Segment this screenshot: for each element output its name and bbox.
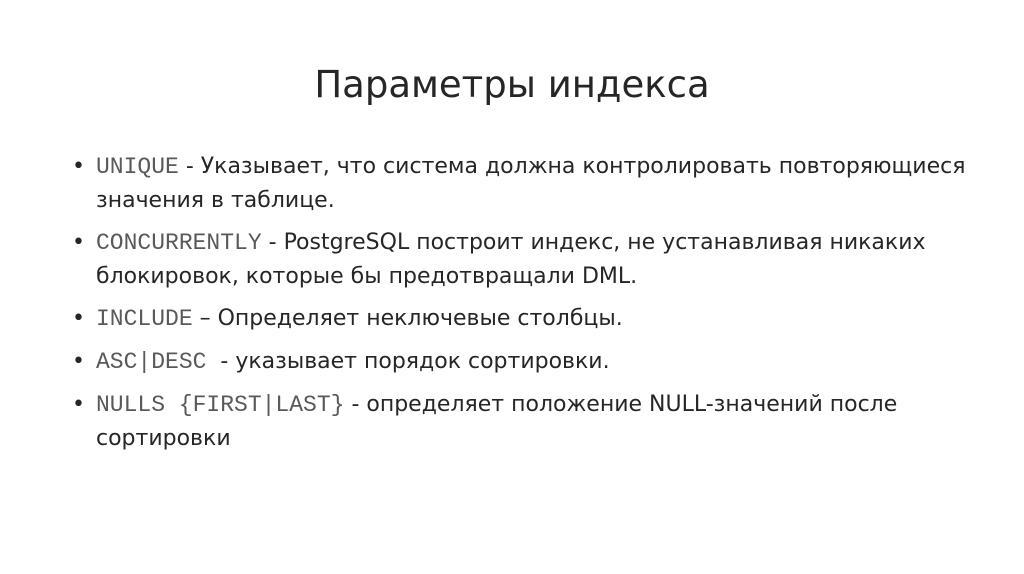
keyword-unique: UNIQUE xyxy=(96,154,179,180)
slide-title: Параметры индекса xyxy=(314,63,710,106)
bullet-dot-icon: • xyxy=(72,230,85,255)
bullet-dot-icon: • xyxy=(72,392,85,417)
bullet-list xyxy=(72,150,972,464)
keyword-concurrently: CONCURRENTLY xyxy=(96,230,262,256)
bullet-dot-icon: • xyxy=(72,349,85,374)
bullet-item-asc-desc xyxy=(72,345,972,379)
bullet-text: - Указывает, что система должна контролировать повторяющиеся значения в таблице. xyxy=(96,154,966,213)
keyword-include: INCLUDE xyxy=(96,306,193,332)
bullet-text: - указывает порядок сортировки. xyxy=(206,349,610,374)
bullet-dot-icon: • xyxy=(72,306,85,331)
keyword-nulls: NULLS {FIRST|LAST} xyxy=(96,392,345,418)
bullet-item-concurrently xyxy=(72,226,972,293)
bullet-text: - определяет положение NULL-значений после сортировки xyxy=(96,392,898,451)
bullet-text: – Определяет неключевые столбцы. xyxy=(192,306,623,331)
bullet-item-unique xyxy=(72,150,972,217)
bullet-text: - PostgreSQL построит индекс, не устанавливая никаких блокировок, которые бы предотвращали DML. xyxy=(96,230,926,289)
bullet-dot-icon: • xyxy=(72,154,85,179)
keyword-asc-desc: ASC|DESC xyxy=(96,349,207,375)
bullet-item-nulls xyxy=(72,388,972,455)
bullet-item-include xyxy=(72,302,972,336)
